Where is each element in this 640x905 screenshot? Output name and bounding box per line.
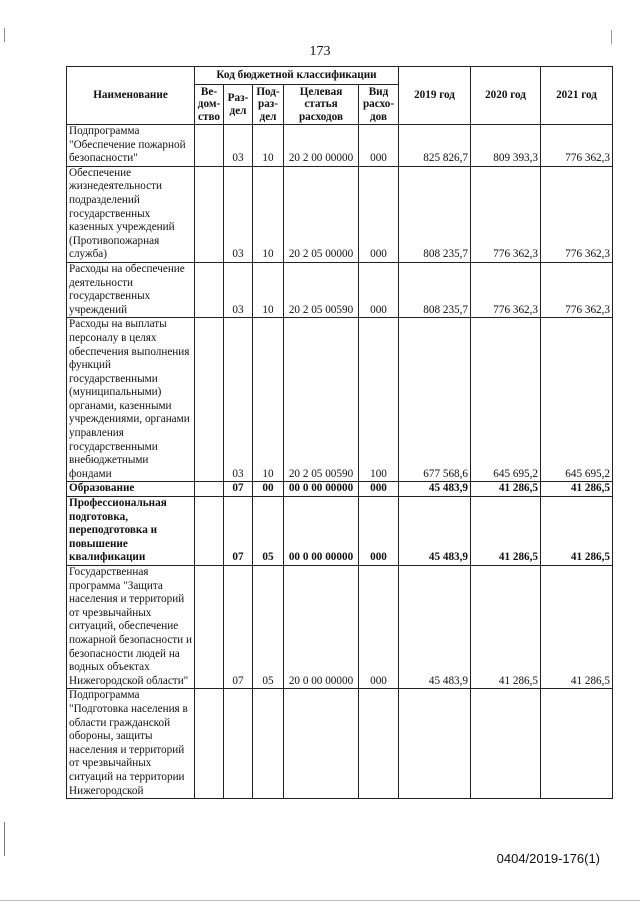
cell-name: Подпрограмма "Обеспечение пожарной безопасности" (67, 125, 195, 167)
scan-edge-mark (4, 28, 5, 42)
cell-ved (195, 166, 224, 262)
cell-podrazdel: 05 (253, 497, 284, 566)
cell-name: Профессиональная подготовка, переподготовка и повышение квалификации (67, 497, 195, 566)
col-header-razdel: Раз- дел (224, 85, 253, 125)
cell-name: Образование (67, 482, 195, 497)
cell-razdel: 07 (224, 566, 253, 689)
cell-y2021: 776 362,3 (541, 166, 613, 262)
cell-ved (195, 566, 224, 689)
cell-y2020: 41 286,5 (471, 566, 541, 689)
cell-podrazdel (253, 689, 284, 799)
cell-ved (195, 262, 224, 317)
cell-y2019: 808 235,7 (399, 262, 471, 317)
cell-vid (359, 689, 399, 799)
cell-podrazdel: 10 (253, 166, 284, 262)
document-code: 0404/2019-176(1) (496, 851, 600, 866)
cell-podrazdel: 05 (253, 566, 284, 689)
cell-vid: 000 (359, 566, 399, 689)
cell-celevaya: 20 2 05 00590 (284, 318, 359, 482)
cell-name: Расходы на выплаты персоналу в целях обеспечения выполнения функций государственными (муниципальными) органами, казенными учреждениями, органами управления государственными внебюджетными фондами (67, 318, 195, 482)
cell-razdel: 03 (224, 125, 253, 167)
cell-vid: 000 (359, 497, 399, 566)
col-header-2020: 2020 год (471, 67, 541, 125)
cell-y2021: 776 362,3 (541, 125, 613, 167)
cell-y2020: 809 393,3 (471, 125, 541, 167)
col-header-celevaya: Целевая статья расходов (284, 85, 359, 125)
cell-name: Государственная программа "Защита населения и территорий от чрезвычайных ситуаций, обеспечение пожарной безопасности и безопасности людей на водных объектах Нижегородской области" (67, 566, 195, 689)
cell-celevaya: 20 2 05 00590 (284, 262, 359, 317)
budget-table (66, 66, 613, 799)
cell-vid: 100 (359, 318, 399, 482)
cell-y2021: 41 286,5 (541, 566, 613, 689)
cell-y2021 (541, 689, 613, 799)
cell-celevaya (284, 689, 359, 799)
cell-y2021: 645 695,2 (541, 318, 613, 482)
cell-vid: 000 (359, 166, 399, 262)
cell-podrazdel: 10 (253, 262, 284, 317)
cell-podrazdel: 00 (253, 482, 284, 497)
cell-ved (195, 482, 224, 497)
col-header-classification: Код бюджетной классификации (195, 67, 399, 85)
cell-name: Подпрограмма "Подготовка населения в области гражданской обороны, защиты населения и территорий от чрезвычайных ситуаций на территории Нижегородской (67, 689, 195, 799)
cell-name: Обеспечение жизнедеятельности подразделений государственных казенных учреждений (Противопожарная служба) (67, 166, 195, 262)
table-row (67, 497, 613, 566)
cell-vid: 000 (359, 262, 399, 317)
cell-y2019 (399, 689, 471, 799)
cell-vid: 000 (359, 125, 399, 167)
cell-y2021: 776 362,3 (541, 262, 613, 317)
col-header-2021: 2021 год (541, 67, 613, 125)
cell-ved (195, 318, 224, 482)
table-row (67, 262, 613, 317)
table-row (67, 482, 613, 497)
col-header-ved: Ве- дом- ство (195, 85, 224, 125)
cell-y2019: 45 483,9 (399, 482, 471, 497)
table-row (67, 318, 613, 482)
cell-celevaya: 00 0 00 00000 (284, 497, 359, 566)
table-row (67, 566, 613, 689)
cell-y2019: 677 568,6 (399, 318, 471, 482)
cell-name: Расходы на обеспечение деятельности государственных учреждений (67, 262, 195, 317)
cell-ved (195, 497, 224, 566)
cell-y2020: 645 695,2 (471, 318, 541, 482)
cell-podrazdel: 10 (253, 125, 284, 167)
cell-celevaya: 20 2 05 00000 (284, 166, 359, 262)
cell-y2021: 41 286,5 (541, 497, 613, 566)
cell-y2019: 825 826,7 (399, 125, 471, 167)
scan-edge-mark (4, 822, 5, 856)
cell-ved (195, 125, 224, 167)
cell-y2020: 776 362,3 (471, 262, 541, 317)
cell-y2020 (471, 689, 541, 799)
cell-razdel: 03 (224, 318, 253, 482)
cell-razdel: 03 (224, 166, 253, 262)
col-header-vid: Вид расхо- дов (359, 85, 399, 125)
cell-celevaya: 00 0 00 00000 (284, 482, 359, 497)
cell-y2019: 45 483,9 (399, 497, 471, 566)
cell-razdel (224, 689, 253, 799)
cell-y2019: 45 483,9 (399, 566, 471, 689)
cell-ved (195, 689, 224, 799)
scan-edge-mark (611, 30, 612, 44)
cell-y2020: 41 286,5 (471, 482, 541, 497)
table-row (67, 125, 613, 167)
cell-razdel: 07 (224, 497, 253, 566)
cell-podrazdel: 10 (253, 318, 284, 482)
cell-vid: 000 (359, 482, 399, 497)
cell-celevaya: 20 0 00 00000 (284, 566, 359, 689)
cell-y2021: 41 286,5 (541, 482, 613, 497)
page-number: 173 (309, 44, 331, 59)
cell-celevaya: 20 2 00 00000 (284, 125, 359, 167)
col-header-podrazdel: Под- раз- дел (253, 85, 284, 125)
scan-bottom-edge (0, 900, 640, 901)
cell-y2020: 41 286,5 (471, 497, 541, 566)
cell-razdel: 07 (224, 482, 253, 497)
table-row (67, 166, 613, 262)
cell-y2019: 808 235,7 (399, 166, 471, 262)
table-row (67, 689, 613, 799)
col-header-2019: 2019 год (399, 67, 471, 125)
col-header-name: Наименование (67, 67, 195, 125)
cell-y2020: 776 362,3 (471, 166, 541, 262)
cell-razdel: 03 (224, 262, 253, 317)
